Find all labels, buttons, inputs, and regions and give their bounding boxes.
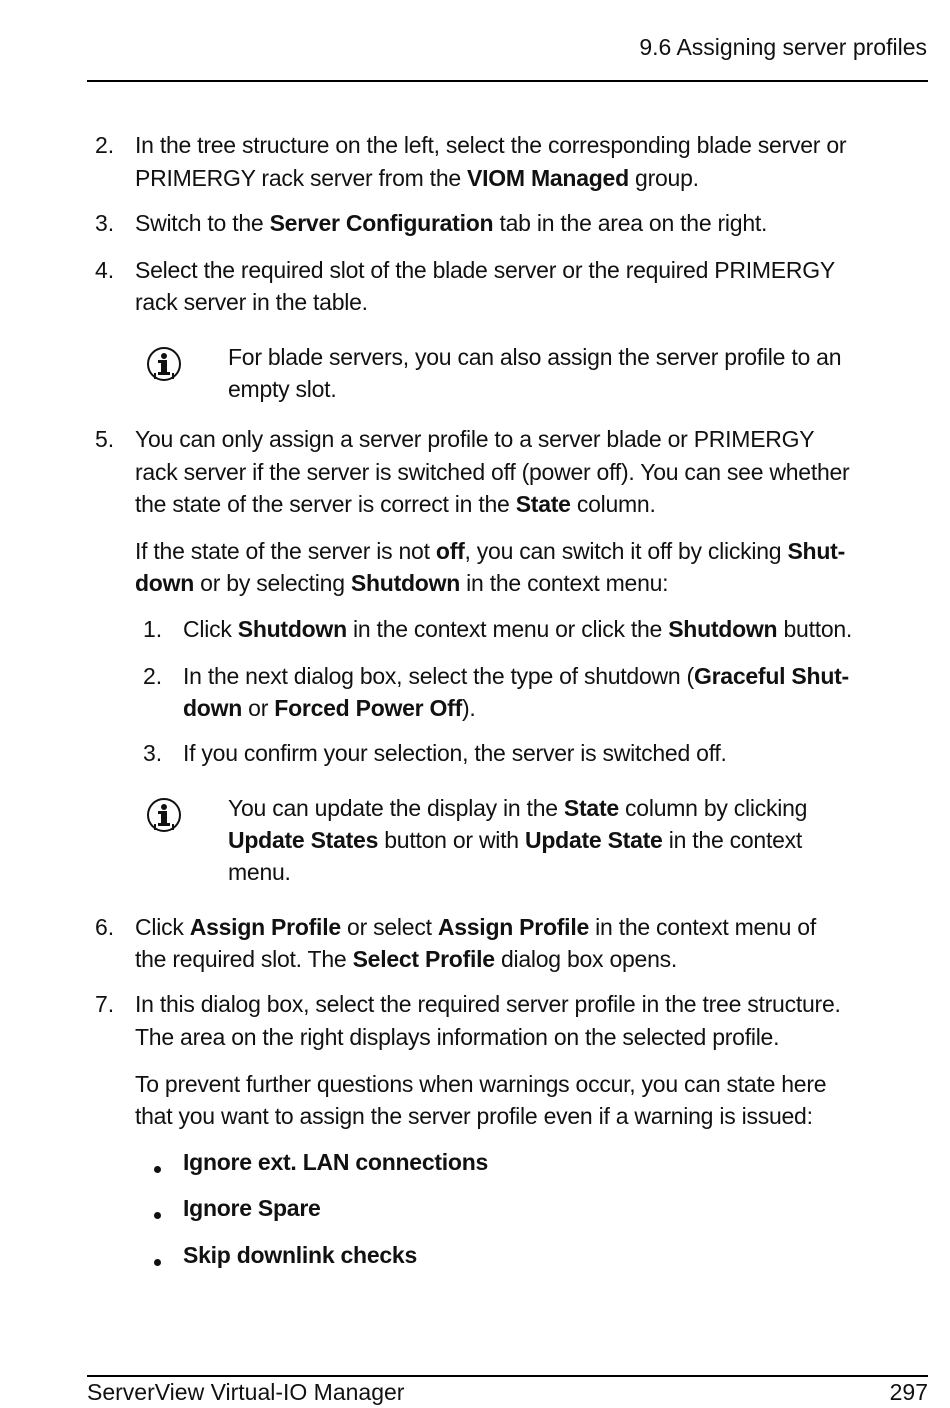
- step-4-line-1: Select the required slot of the blade server or the required PRIMERGY: [135, 257, 835, 283]
- step-4-line-2: rack server in the table.: [135, 289, 368, 315]
- ui-term: Update States: [228, 827, 379, 853]
- ui-term: off: [435, 538, 465, 564]
- substep-3-line-1: If you confirm your selection, the server is switched off.: [183, 740, 727, 766]
- step-7-line-2: The area on the right displays information on the selected profile.: [135, 1024, 780, 1050]
- step-7-line-1: In this dialog box, select the required server profile in the tree structure.: [135, 991, 841, 1017]
- step-number: 4.: [95, 257, 115, 283]
- substep-number: 3.: [143, 740, 163, 766]
- footer-title: ServerView Virtual-IO Manager: [87, 1379, 405, 1405]
- info-person-icon: [146, 346, 182, 382]
- substep-number: 2.: [143, 663, 163, 689]
- running-header: 9.6 Assigning server profiles: [639, 34, 927, 60]
- step-number: 6.: [95, 914, 115, 940]
- step-6-line-2: the required slot. The Select Profile dialog box opens.: [135, 946, 678, 972]
- ui-term: State: [515, 491, 571, 517]
- ui-term: Shutdown: [668, 616, 778, 642]
- ui-term: Update State: [524, 827, 663, 853]
- ui-term: Shut-: [787, 538, 845, 564]
- step-number: 5.: [95, 426, 115, 452]
- ui-term: down: [183, 695, 243, 721]
- option-item: Skip downlink checks: [183, 1242, 418, 1268]
- step-number: 3.: [95, 210, 115, 236]
- substep-2-line-1: In the next dialog box, select the type of shutdown (Graceful Shut-: [183, 663, 849, 689]
- ui-term: VIOM Managed: [467, 165, 629, 191]
- step-3-line-1: Switch to the Server Configuration tab in the area on the right.: [135, 210, 768, 236]
- step-7-para-2-line-1: To prevent further questions when warnings occur, you can state here: [135, 1071, 827, 1097]
- bullet-icon: [154, 1166, 161, 1173]
- substep-number: 1.: [143, 616, 163, 642]
- option-item: Ignore Spare: [183, 1195, 321, 1221]
- ui-term: Shutdown: [350, 570, 461, 596]
- info-person-icon: [146, 797, 182, 833]
- header-divider: [87, 80, 928, 82]
- note-1-line-2: empty slot.: [228, 376, 337, 402]
- ui-term: down: [135, 570, 195, 596]
- step-2-line-1: In the tree structure on the left, select the corresponding blade server or: [135, 132, 847, 158]
- step-5-line-1: You can only assign a server profile to a server blade or PRIMERGY: [135, 426, 815, 452]
- ui-term: Server Configuration: [269, 210, 494, 236]
- step-5-line-2: rack server if the server is switched off (power off). You can see whether: [135, 459, 850, 485]
- ui-term: Graceful Shut-: [693, 663, 849, 689]
- ui-term: Forced Power Off: [274, 695, 462, 721]
- substep-2-line-2: down or Forced Power Off).: [183, 695, 476, 721]
- step-number: 7.: [95, 991, 115, 1017]
- ui-term: Assign Profile: [437, 914, 590, 940]
- note-1-line-1: For blade servers, you can also assign the server profile to an: [228, 344, 842, 370]
- step-5-para-2-line-1: If the state of the server is not off, you can switch it off by clicking Shut-: [135, 538, 845, 564]
- step-2-line-2: PRIMERGY rack server from the VIOM Managed group.: [135, 165, 699, 191]
- note-2-line-1: You can update the display in the State column by clicking: [228, 795, 808, 821]
- step-5-para-2-line-2: down or by selecting Shutdown in the context menu:: [135, 570, 669, 596]
- bullet-icon: [154, 1259, 161, 1266]
- step-6-line-1: Click Assign Profile or select Assign Profile in the context menu of: [135, 914, 816, 940]
- ui-term: State: [563, 795, 619, 821]
- ui-term: Assign Profile: [189, 914, 341, 940]
- step-7-para-2-line-2: that you want to assign the server profile even if a warning is issued:: [135, 1103, 813, 1129]
- option-item: Ignore ext. LAN connections: [183, 1149, 489, 1175]
- bullet-icon: [154, 1212, 161, 1219]
- ui-term: Select Profile: [352, 946, 495, 972]
- step-5-line-3: the state of the server is correct in the State column.: [135, 491, 656, 517]
- note-2-line-3: menu.: [228, 859, 291, 885]
- ui-term: Shutdown: [237, 616, 347, 642]
- step-number: 2.: [95, 132, 115, 158]
- note-2-line-2: Update States button or with Update State in the context: [228, 827, 803, 853]
- substep-1-line-1: Click Shutdown in the context menu or click the Shutdown button.: [183, 616, 853, 642]
- page-number: 297: [889, 1379, 928, 1405]
